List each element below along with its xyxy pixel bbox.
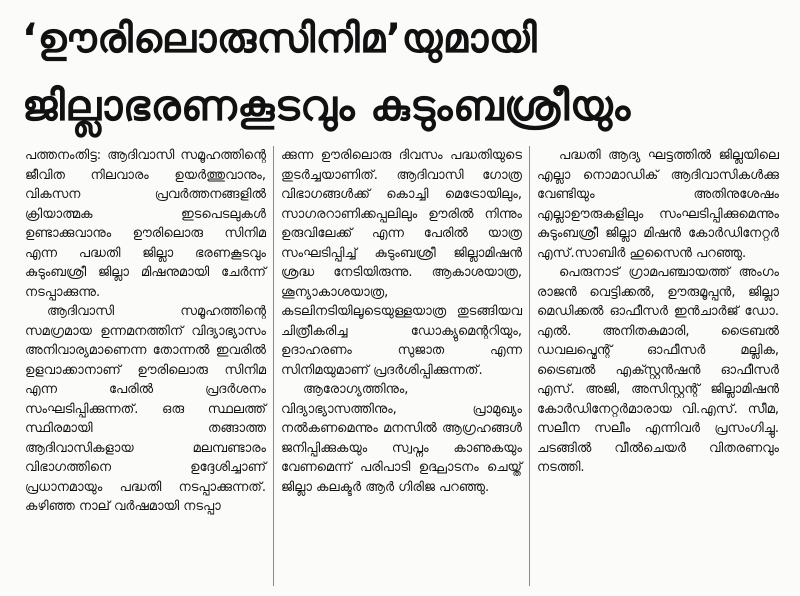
article-column-2 [274,146,530,586]
article-column-3 [530,146,786,586]
paragraph: ആരോഗ്യത്തിനും, വിദ്യാഭ്യാസത്തിനും, പ്രാമുഖ്യം നല്‍കണമെന്നും മനസില്‍ ആഗ്രഹങ്ങള്‍ ജനിപ്പിക്കുകയും സ്വപ്നം കാണുകയും വേണമെന്ന് പരിപാടി ഉദ്ഘാടനം ചെയ്ത് ജില്ലാ കലക്ടര്‍ ആര്‍ ഗിരിജ പറഞ്ഞു. [281,382,522,495]
paragraph: പദ്ധതി ആദ്യ ഘട്ടത്തില്‍ ജില്ലയിലെ എല്ലാ നൊമാഡിക് ആദിവാസികള്‍ക്കു വേണ്ടിയും അതിനുശേഷം എല്ലാഊരുകളിലും സംഘടിപ്പിക്കുമെന്നും കുടുംബശ്രീ ജില്ലാ മിഷന്‍ കോര്‍ഡിനേറ്റര്‍ എസ്.സാബിര്‍ ഹുസൈന്‍ പറഞ്ഞു. [537,148,779,261]
headline-line-1: ‘ഊരിലൊരുസിനിമ’യുമായി [22,16,538,62]
paragraph: പെരുനാട് ഗ്രാമപഞ്ചായത്ത് അംഗം രാജന്‍ വെട്ടിക്കല്‍, ഊരുമൂപ്പന്‍, ജില്ലാ മെഡിക്കല്‍ ഓഫീസര്‍ ഇന്‍ചാര്‍ജ് ഡോ. എല്‍. അനിതകുമാരി, ട്രൈബല്‍ ഡവലപ്മെന്റ് ഓഫീസര്‍ മല്ലിക, ട്രൈബല്‍ എക്സ്റ്റന്‍ഷന്‍ ഓഫീസര്‍ എസ്. അജി, അസിസ്റ്റന്റ് ജില്ലാമിഷന്‍ കോര്‍ഡിനേറ്റര്‍മാരായ വി.എസ്. സീമ, സലീന സലീം എന്നിവര്‍ പ്രസംഗിച്ചു. ചടങ്ങില്‍ വീല്‍ചെയര്‍ വിതരണവും നടത്തി. [537,265,779,475]
article-body [18,146,788,586]
article-headline [22,6,782,140]
paragraph: ക്കുന്ന ഊരിലൊരു ദിവസം പദ്ധതിയുടെ തുടര്‍ച്ചയാണിത്. ആദിവാസി ഗോത്ര വിഭാഗങ്ങള്‍ക്ക് കൊച്ചി മെട്രോയിലും, സാഗരറാണിക്കപ്പലിലും ഊരില്‍ നിന്നും ഉരുവിലേക്ക് എന്ന പേരില്‍ യാത്ര സംഘടിപ്പിച്ച് കുടുംബശ്രീ ജില്ലാമിഷന്‍ ശ്രദ്ധ നേടിയിരുന്നു. ആകാശയാത്ര, ശൂന്യാകാശയാത്ര, കടലിനടിയിലൂടെയുള്ളയാത്ര തുടങ്ങിയവ ചിത്രീകരിച്ച ഡോക്യുമെന്ററിയും, ഉദാഹരണം സുജാത എന്ന സിനിമയുമാണ് പ്രദര്‍ശിപ്പിക്കുന്നത്. [281,148,522,378]
article-column-1 [18,146,274,586]
headline-line-2: ജില്ലാഭരണകൂടവും കുടുംബശ്രീയും [22,81,631,130]
paragraph: ആദിവാസി സമൂഹത്തിന്റെ സമഗ്രമായ ഉന്നമനത്തിന് വിദ്യാഭ്യാസം അനിവാര്യമാണെന്ന തോന്നല്‍ ഇവരില്‍ ഉളവാക്കാനാണ് ഊരിലൊരു സിനിമ എന്ന പേരില്‍ പ്രദര്‍ശനം സംഘടിപ്പിക്കുന്നത്. ഒരു സ്ഥലത്ത് സ്ഥിരമായി തങ്ങാത്ത ആദിവാസികളായ മലമ്പണ്ടാരം വിഭാഗത്തിനെ ഉദ്ദേശിച്ചാണ് പ്രധാനമായും പദ്ധതി നടപ്പാക്കുന്നത്. കഴിഞ്ഞ നാല് വര്‍ഷമായി നടപ്പാ [25,304,266,514]
paragraph: പത്തനംതിട്ട: ആദിവാസി സമൂഹത്തിന്റെ ജീവിത നിലവാരം ഉയര്‍ത്തുവാനും, വികസന പ്രവര്‍ത്തനങ്ങളില്‍ ക്രിയാത്മക ഇടപെടലുകള്‍ ഉണ്ടാക്കുവാനും ഊരിലൊരു സിനിമ എന്ന പദ്ധതി ജില്ലാ ഭരണകൂടവും കുടുംബശ്രീ ജില്ലാ മിഷനുമായി ചേര്‍ന്ന് നടപ്പാക്കുന്നു. [25,148,266,300]
